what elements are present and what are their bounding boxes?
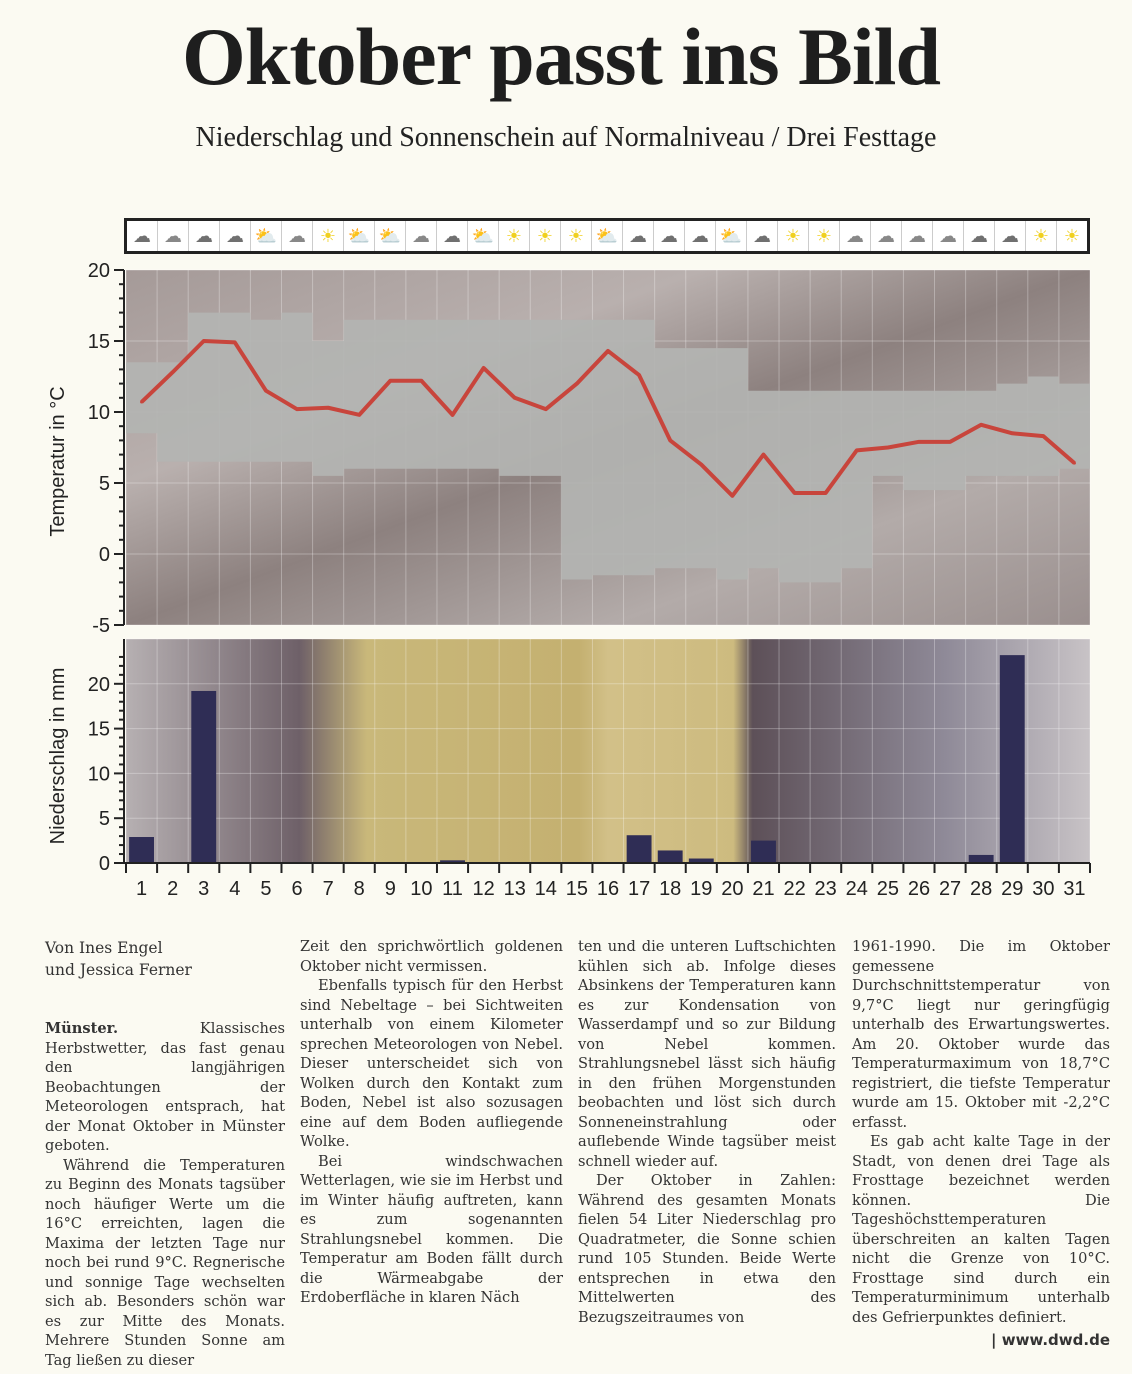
weather-day-27 xyxy=(933,221,964,251)
temperature-tick-label: 20 xyxy=(87,260,110,282)
headline: Oktober passt ins Bild xyxy=(181,11,940,102)
cloud-icon: ☁ xyxy=(846,225,864,247)
temperature-point-day-12 xyxy=(482,366,485,369)
day-label-11: 11 xyxy=(442,878,463,900)
sun-icon: ☀ xyxy=(1063,225,1081,247)
temperature-point-day-11 xyxy=(451,413,454,416)
day-label-31: 31 xyxy=(1063,878,1086,900)
sun-icon: ☀ xyxy=(536,225,554,247)
day-label-26: 26 xyxy=(907,878,931,900)
sun-cloud-icon: ⛅ xyxy=(471,225,495,247)
precipitation-bar-day-18 xyxy=(658,850,683,863)
rain-cloud-icon: ☁ xyxy=(629,225,647,247)
sun-icon: ☀ xyxy=(567,225,585,247)
paragraph-6: Es gab acht kalte Tage in der Stadt, von denen drei Tage als Frosttage bezeichnet werden können. Die Tageshöchsttemperaturen überschreiten an kalten Tagen nicht die Grenze von 10°C. Frosttage sind durch ein Temperaturminimum unterhalb des Gefrierpunktes definiert. xyxy=(852,1133,1110,1326)
weather-day-3 xyxy=(189,221,220,251)
weather-day-31 xyxy=(1057,221,1087,251)
temperature-point-day-18 xyxy=(669,439,672,442)
temperature-point-day-24 xyxy=(855,449,858,452)
sun-cloud-icon: ⛅ xyxy=(719,225,743,247)
day-label-6: 6 xyxy=(291,878,303,900)
cloud-icon: ☁ xyxy=(939,225,957,247)
precipitation-background-photo xyxy=(126,639,1090,863)
day-label-15: 15 xyxy=(565,878,589,900)
weather-day-14 xyxy=(530,221,561,251)
day-label-25: 25 xyxy=(876,878,899,900)
temperature-point-day-10 xyxy=(420,379,423,382)
temperature-axis-title: Temperatur in °C xyxy=(47,386,69,537)
weather-day-18 xyxy=(654,221,685,251)
precipitation-axis-title: Niederschlag in mm xyxy=(47,667,69,845)
rain-cloud-icon: ☁ xyxy=(195,225,213,247)
sun-icon: ☀ xyxy=(319,225,337,247)
rain-cloud-icon: ☁ xyxy=(970,225,988,247)
paragraph-3: Ebenfalls typisch für den Herbst sind Nebeltage – bei Sichtweiten unterhalb von einem Kilometer sprechen Meteorologen von Nebel. Dieser unterscheidet sich von Wolken durch den Kontakt zum Boden, Nebel ist also sozusagen eine auf dem Boden aufliegende Wolke. xyxy=(300,977,563,1150)
paragraph-5-cont: 1961-1990. Die im Oktober gemessene Durchschnittstemperatur von 9,7°C liegt nur geringfügig unterhalb des Erwartungswertes. Am 20. Oktober wurde das Temperaturmaximum von 18,7°C registriert, die tiefste Temperatur wurde am 15. Oktober mit -2,2°C erfasst. xyxy=(852,938,1110,1131)
day-label-24: 24 xyxy=(845,878,868,900)
day-label-19: 19 xyxy=(690,878,713,900)
paragraph-intro-text: Klassisches Herbstwetter, das fast genau den langjährigen Beobachtungen der Meteorologen entsprach, hat der Monat Oktober in Münster geboten. xyxy=(45,1020,285,1154)
cloud-icon: ☁ xyxy=(412,225,430,247)
day-label-23: 23 xyxy=(814,878,837,900)
temperature-point-day-27 xyxy=(949,440,952,443)
temperature-point-day-14 xyxy=(544,408,547,411)
sun-cloud-icon: ⛅ xyxy=(378,225,402,247)
day-label-27: 27 xyxy=(938,878,962,900)
temperature-point-day-4 xyxy=(233,341,236,344)
weather-day-25 xyxy=(871,221,902,251)
weather-day-16 xyxy=(592,221,623,251)
day-label-10: 10 xyxy=(410,878,433,900)
day-label-30: 30 xyxy=(1032,878,1055,900)
weather-day-10 xyxy=(406,221,437,251)
precipitation-bar-day-28 xyxy=(969,855,994,863)
day-label-29: 29 xyxy=(1001,878,1024,900)
temperature-tick-label: 10 xyxy=(87,402,110,424)
temperature-tick-label: 5 xyxy=(98,473,110,495)
rain-cloud-icon: ☁ xyxy=(753,225,771,247)
day-label-8: 8 xyxy=(353,878,365,900)
sun-rain-icon: ☁ xyxy=(660,225,678,247)
paragraph-5: Der Oktober in Zahlen: Während des gesamten Monats fielen 54 Liter Niederschlag pro Quadratmeter, die Sonne schien rund 105 Stunden. Beide Werte entsprechen in etwa den Mittelwerten des Bezugszeitraumes von xyxy=(578,1172,836,1326)
subheadline: Niederschlag und Sonnenschein auf Normalniveau / Drei Festtage xyxy=(195,122,937,153)
byline-line-2: und Jessica Ferner xyxy=(45,961,192,979)
weather-day-6 xyxy=(282,221,313,251)
day-label-5: 5 xyxy=(260,878,272,900)
dateline: Münster. xyxy=(45,1020,119,1037)
paragraph-4: Bei windschwachen Wetterlagen, wie sie im Herbst und im Winter häufig auftreten, kann es zum sogenannten Strahlungsnebel kommen. Die Temperatur am Boden fällt durch die Wärmeabgabe der Erdoberfläche in klaren Näch xyxy=(300,1152,563,1306)
day-label-20: 20 xyxy=(721,878,744,900)
weather-day-15 xyxy=(561,221,592,251)
temperature-point-day-17 xyxy=(638,374,641,377)
temperature-point-day-8 xyxy=(358,413,361,416)
paragraph-2-cont: Zeit den sprichwörtlich goldenen Oktober nicht vermissen. xyxy=(300,938,563,975)
precipitation-bar-day-3 xyxy=(191,691,216,863)
precipitation-bar-day-17 xyxy=(627,835,652,863)
temperature-point-day-13 xyxy=(513,396,516,399)
precipitation-tick-label: 20 xyxy=(87,673,110,696)
weather-day-1 xyxy=(127,221,158,251)
precipitation-tick-label: 0 xyxy=(98,853,110,875)
precipitation-bar-day-29 xyxy=(1000,655,1025,863)
weather-day-28 xyxy=(964,221,995,251)
weather-day-24 xyxy=(840,221,871,251)
temperature-point-day-26 xyxy=(917,440,920,443)
rain-cloud-icon: ☁ xyxy=(1001,225,1019,247)
sun-rain-icon: ☁ xyxy=(443,225,461,247)
rain-cloud-icon: ☁ xyxy=(133,225,151,247)
weather-day-30 xyxy=(1026,221,1057,251)
weather-day-9 xyxy=(375,221,406,251)
day-label-3: 3 xyxy=(198,878,210,900)
cloud-icon: ☁ xyxy=(164,225,182,247)
precipitation-bar-day-21 xyxy=(751,841,776,863)
weather-day-7 xyxy=(313,221,344,251)
rain-cloud-icon: ☁ xyxy=(691,225,709,247)
day-label-13: 13 xyxy=(503,878,526,900)
weather-icon-strip xyxy=(124,218,1090,254)
sun-rain-icon: ☁ xyxy=(226,225,244,247)
weather-day-23 xyxy=(809,221,840,251)
day-label-17: 17 xyxy=(627,878,651,900)
day-label-2: 2 xyxy=(167,878,179,900)
sun-icon: ☀ xyxy=(784,225,802,247)
source-link[interactable]: | www.dwd.de xyxy=(991,1331,1110,1349)
weather-day-22 xyxy=(778,221,809,251)
temperature-point-day-20 xyxy=(731,494,734,497)
weather-day-12 xyxy=(468,221,499,251)
article-column-3 xyxy=(578,937,836,1327)
temperature-tick-label: 0 xyxy=(98,544,110,566)
temperature-point-day-7 xyxy=(327,406,330,409)
paragraph-intro xyxy=(45,1019,285,1156)
article-column-4 xyxy=(852,937,1110,1351)
weather-day-11 xyxy=(437,221,468,251)
weather-day-13 xyxy=(499,221,530,251)
precipitation-tick-label: 5 xyxy=(98,808,110,831)
temperature-point-day-22 xyxy=(793,491,796,494)
sun-icon: ☀ xyxy=(1032,225,1050,247)
sun-cloud-icon: ⛅ xyxy=(254,225,278,247)
cloud-icon: ☁ xyxy=(288,225,306,247)
weather-day-5 xyxy=(251,221,282,251)
sun-icon: ☀ xyxy=(815,225,833,247)
temperature-point-day-16 xyxy=(607,349,610,352)
article-column-1 xyxy=(45,937,285,1369)
weather-day-17 xyxy=(623,221,654,251)
paragraph-2: Während die Temperaturen zu Beginn des Monats tagsüber noch häufiger Werte um die 16°C erreichten, lagen die Maxima der letzten Tage nur noch bei rund 9°C. Regnerische und sonnige Tage wechselten sich ab. Besonders schön war es zur Mitte des Monats. Mehrere Stunden Sonne am Tag ließen zu dieser xyxy=(45,1156,285,1369)
temperature-point-day-23 xyxy=(824,491,827,494)
day-label-12: 12 xyxy=(472,878,495,900)
temperature-point-day-15 xyxy=(575,382,578,385)
day-label-4: 4 xyxy=(229,878,241,900)
temperature-point-day-3 xyxy=(202,340,205,343)
day-label-22: 22 xyxy=(783,878,806,900)
day-label-14: 14 xyxy=(534,878,557,900)
weather-day-2 xyxy=(158,221,189,251)
temperature-point-day-2 xyxy=(171,371,174,374)
temperature-point-day-31 xyxy=(1073,462,1076,465)
sun-cloud-icon: ⛅ xyxy=(347,225,371,247)
weather-day-8 xyxy=(344,221,375,251)
day-label-18: 18 xyxy=(659,878,682,900)
precipitation-tick-label: 15 xyxy=(87,718,110,741)
temperature-point-day-30 xyxy=(1042,435,1045,438)
temperature-point-day-21 xyxy=(762,453,765,456)
day-label-21: 21 xyxy=(752,878,775,900)
weather-day-20 xyxy=(716,221,747,251)
day-label-1: 1 xyxy=(135,878,148,900)
temperature-point-day-1 xyxy=(140,401,143,404)
precipitation-bar-day-1 xyxy=(129,837,154,863)
temperature-point-day-6 xyxy=(296,408,299,411)
sun-cloud-icon: ⛅ xyxy=(595,225,619,247)
weather-day-4 xyxy=(220,221,251,251)
paragraph-4-cont: ten und die unteren Luftschichten kühlen sich ab. Infolge dieses Absinkens der Temperaturen kann es zur Kondensation von Wasserdampf und so zur Bildung von Nebel kommen. Strahlungsnebel lässt sich häufig in den frühen Morgenstunden beobachten und löst sich durch Sonneneinstrahlung oder auflebende Winde tagsüber meist schnell wieder auf. xyxy=(578,938,836,1170)
weather-day-21 xyxy=(747,221,778,251)
temperature-point-day-9 xyxy=(389,379,392,382)
byline xyxy=(45,937,285,981)
temperature-point-day-5 xyxy=(264,389,267,392)
temperature-tick-label: -5 xyxy=(92,615,110,637)
temperature-point-day-28 xyxy=(980,423,983,426)
weather-day-19 xyxy=(685,221,716,251)
temperature-panel xyxy=(47,260,1090,637)
day-label-16: 16 xyxy=(596,878,620,900)
article-column-2 xyxy=(300,937,563,1308)
sun-icon: ☀ xyxy=(505,225,523,247)
day-label-28: 28 xyxy=(970,878,993,900)
temperature-point-day-25 xyxy=(886,446,889,449)
weather-chart xyxy=(0,255,1122,905)
weather-day-26 xyxy=(902,221,933,251)
weather-day-29 xyxy=(995,221,1026,251)
temperature-point-day-19 xyxy=(700,463,703,466)
day-label-7: 7 xyxy=(322,878,334,900)
byline-line-1: Von Ines Engel xyxy=(45,939,163,957)
day-label-9: 9 xyxy=(384,878,396,900)
cloud-icon: ☁ xyxy=(908,225,926,247)
temperature-tick-label: 15 xyxy=(87,331,110,353)
temperature-point-day-29 xyxy=(1011,432,1014,435)
precipitation-panel xyxy=(47,639,1090,900)
precipitation-tick-label: 10 xyxy=(87,763,110,786)
cloud-icon: ☁ xyxy=(877,225,895,247)
